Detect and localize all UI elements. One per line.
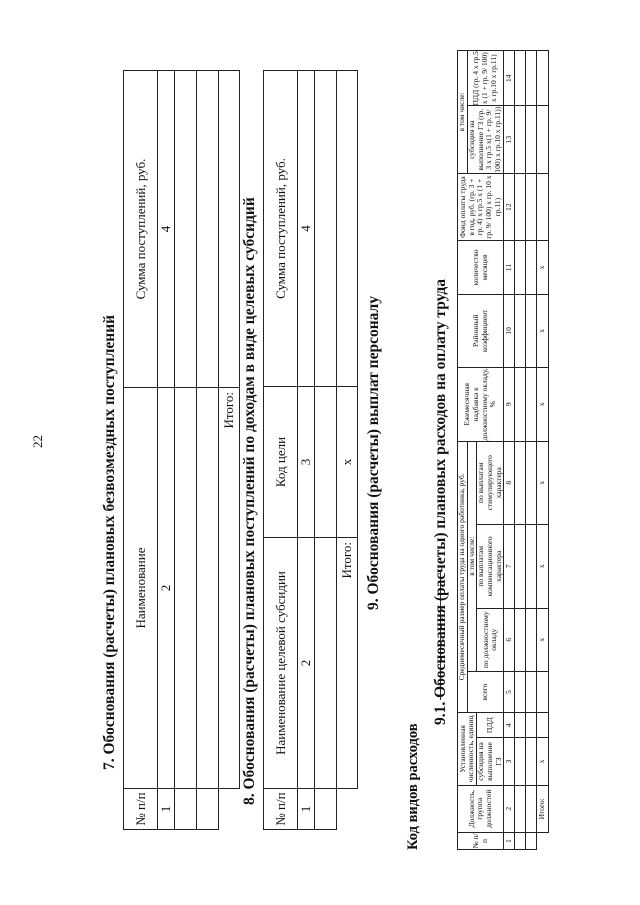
- section8-title: 8. Обоснования (расчеты) плановых поступлений по доходам в виде целевых субсидий: [241, 197, 258, 805]
- total-x-gz: х: [537, 738, 549, 785]
- col-num-4: 4: [504, 713, 515, 738]
- h-subsidy-gz: субсидия на выполнение ГЗ: [477, 738, 504, 785]
- col-num-5: 5: [504, 671, 515, 712]
- h-monthly-bonus: Ежемесячная надбавка к должностному окладу, %: [458, 368, 504, 441]
- col-num-2: 2: [504, 785, 515, 832]
- section91-table: [457, 50, 549, 850]
- section7-total-label: Итого:: [219, 388, 240, 789]
- col-num-6: 6: [504, 608, 515, 671]
- h-total: всего: [467, 671, 504, 712]
- section9-title: 9. Обоснования (расчеты) выплат персоналу: [365, 295, 382, 610]
- col-num-11: 11: [504, 241, 515, 294]
- header-sum: Сумма поступлений, руб.: [264, 71, 298, 387]
- h-comp: по выплатам компенсационного характера: [477, 525, 504, 609]
- col-num-13: 13: [504, 106, 515, 173]
- col-num-14: 14: [504, 51, 515, 106]
- total-x-months: х: [537, 241, 549, 294]
- h-position: Должность, группа должностей: [458, 785, 504, 832]
- col-num-3: 3: [504, 738, 515, 785]
- h-months: количество месяцев: [458, 241, 504, 294]
- colnum-2: 2: [158, 388, 175, 789]
- h-pdd: ПДД: [477, 713, 504, 738]
- section91-total-label: Итого:: [537, 785, 549, 832]
- section8-total-label: Итого:: [337, 538, 358, 789]
- header-goal-code: Код цели: [264, 387, 298, 538]
- colnum-4: 4: [158, 71, 175, 388]
- h-num: № п/п: [458, 832, 504, 849]
- colnum-1: 1: [298, 789, 315, 830]
- section7-table: [123, 70, 240, 830]
- colnum-4: 4: [298, 71, 315, 387]
- h-avg-salary: Среднемесячный размер оплаты труда на одного работника, руб.: [458, 441, 468, 713]
- expense-code-label: Код видов расходов: [405, 723, 421, 850]
- h-fund-gz: субсидия на выполнение ГЗ (гр. 3 x гр.5 x(1 + гр. 9/ 100) x гр.10 x гр.11)): [467, 106, 502, 173]
- col-num-8: 8: [504, 441, 515, 525]
- header-num: № п/п: [264, 789, 298, 830]
- colnum-2: 2: [298, 538, 315, 789]
- col-num-1: 1: [504, 832, 515, 849]
- section7-title: 7. Обоснования (расчеты) плановых безвозмездных поступлений: [101, 314, 118, 770]
- total-x-comp: х: [537, 525, 549, 609]
- section8-total-code: х: [337, 387, 358, 538]
- colnum-3: 3: [298, 387, 315, 538]
- section8-table: [263, 70, 358, 830]
- col-num-7: 7: [504, 525, 515, 609]
- header-num: № п/п: [124, 789, 158, 830]
- h-stim: по выплатам стимулирующего характера: [477, 441, 504, 525]
- total-x-stim: х: [537, 441, 549, 525]
- total-x-salary: х: [537, 608, 549, 671]
- h-fund: Фонд оплаты труда в год, руб. (гр. 3 + гр. 4) x гр.5 x (1 + гр. 9/ 100) x гр. 10 x гр.11): [458, 173, 504, 240]
- h-fund-pdd: ПДД (гр. 4 x гр.5 x (1 + гр. 9/ 100) x гр.10 x гр.11): [467, 51, 504, 106]
- section91-title: 9.1. Обоснования (расчеты) плановых расходов на оплату труда: [432, 279, 449, 725]
- colnum-1: 1: [158, 789, 175, 830]
- h-staff: Установленная численность, единиц: [458, 713, 477, 785]
- col-num-9: 9: [504, 368, 515, 441]
- header-subsidy-name: Наименование целевой субсидии: [264, 538, 298, 789]
- h-including: в том числе:: [467, 441, 477, 671]
- page-number: 22: [30, 435, 45, 448]
- col-num-12: 12: [504, 173, 515, 240]
- rotated-page-content: [101, 30, 633, 880]
- h-district-coef: Районный коэффициент: [458, 294, 504, 367]
- col-num-10: 10: [504, 294, 515, 367]
- total-x-coef: х: [537, 294, 549, 367]
- h-by-salary: по должностному окладу: [477, 608, 504, 671]
- h-incl2: в том числе:: [458, 51, 468, 174]
- total-x-bonus: х: [537, 368, 549, 441]
- header-name: Наименование: [124, 388, 158, 789]
- header-sum: Сумма поступлений, руб.: [124, 71, 158, 388]
